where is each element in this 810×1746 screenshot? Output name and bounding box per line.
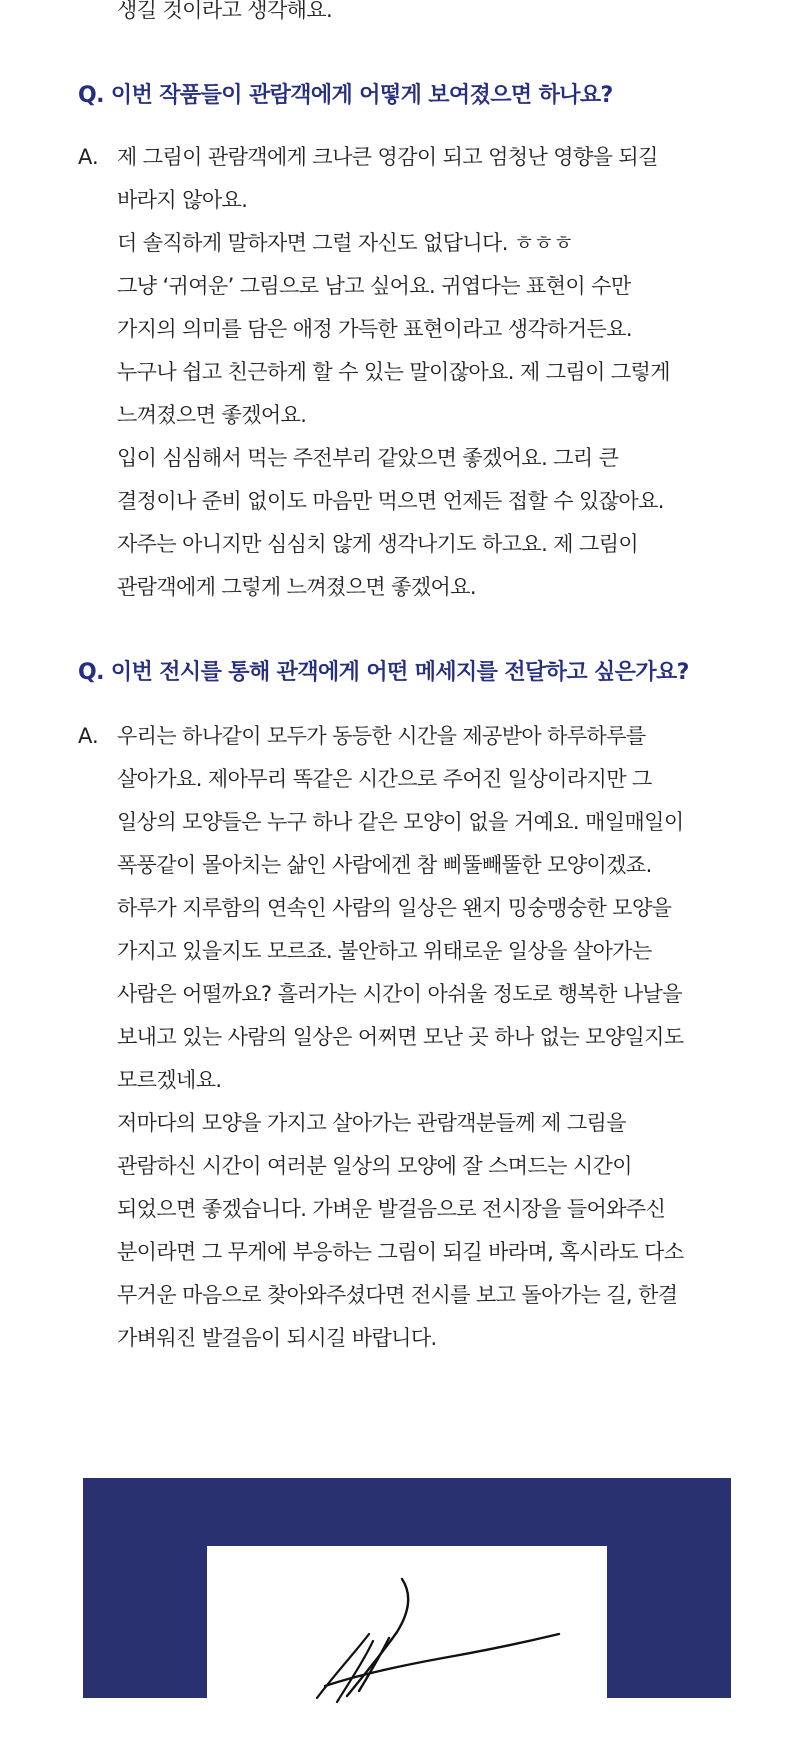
- answer-2-line: 폭풍같이 몰아치는 삶인 사람에겐 참 삐뚤빼뚤한 모양이겠죠.: [117, 853, 652, 877]
- answer-1-line: 더 솔직하게 말하자면 그럴 자신도 없답니다. ㅎㅎㅎ: [117, 231, 573, 255]
- answer-2-line: 관람하신 시간이 여러분 일상의 모양에 잘 스며드는 시간이: [117, 1154, 632, 1178]
- signature-stroke: [359, 1638, 389, 1691]
- answer-2-line: 일상의 모양들은 누구 하나 같은 모양이 없을 거예요. 매일매일이: [117, 810, 684, 834]
- answer-2-line: 가벼워진 발걸음이 되시길 바랍니다.: [117, 1326, 437, 1350]
- previous-answer-tail: 생길 것이라고 생각해요.: [117, 0, 333, 22]
- answer-1-line: 그냥 ‘귀여운’ 그림으로 남고 싶어요. 귀엽다는 표현이 수만: [117, 274, 631, 298]
- answer-2-line: 살아가요. 제아무리 똑같은 시간으로 주어진 일상이라지만 그: [117, 767, 652, 791]
- answer-1-line: 바라지 않아요.: [117, 188, 248, 212]
- answer-1-line: 자주는 아니지만 심심치 않게 생각나기도 하고요. 제 그림이: [117, 532, 639, 556]
- answer-1-line: 결정이나 준비 없이도 마음만 먹으면 언제든 접할 수 있잖아요.: [117, 489, 664, 513]
- answer-1-marker: A.: [78, 145, 99, 169]
- question-2: Q. 이번 전시를 통해 관객에게 어떤 메세지를 전달하고 싶은가요?: [78, 660, 689, 685]
- answer-2-body: [117, 715, 684, 1360]
- question-1: Q. 이번 작품들이 관람객에게 어떻게 보여졌으면 하나요?: [78, 83, 613, 108]
- answer-2-marker: A.: [78, 724, 99, 748]
- signature-stroke: [347, 1579, 408, 1696]
- answer-2-line: 우리는 하나같이 모두가 동등한 시간을 제공받아 하루하루를: [117, 724, 646, 748]
- answer-1-line: 관람객에게 그렇게 느껴졌으면 좋겠어요.: [117, 575, 476, 599]
- answer-1-line: 누구나 쉽고 친근하게 할 수 있는 말이잖아요. 제 그림이 그렇게: [117, 360, 670, 384]
- answer-2-line: 분이라면 그 무게에 부응하는 그림이 되길 바라며, 혹시라도 다소: [117, 1240, 684, 1264]
- signature-stroke: [317, 1634, 373, 1702]
- answer-2-line: 되었으면 좋겠습니다. 가벼운 발걸음으로 전시장을 들어와주신: [117, 1197, 666, 1221]
- answer-1-line: 제 그림이 관람객에게 크나큰 영감이 되고 엄청난 영향을 되길: [117, 145, 658, 169]
- answer-2-line: 보내고 있는 사람의 일상은 어쩌면 모난 곳 하나 없는 모양일지도: [117, 1025, 684, 1049]
- answer-1-body: [117, 136, 670, 609]
- answer-1-line: 가지의 의미를 담은 애정 가득한 표현이라고 생각하거든요.: [117, 317, 632, 341]
- signature-card: [207, 1546, 607, 1746]
- handwritten-signature: [207, 1546, 607, 1746]
- answer-2-line: 무거운 마음으로 찾아와주셨다면 전시를 보고 돌아가는 길, 한결: [117, 1283, 678, 1307]
- answer-2-line: 가지고 있을지도 모르죠. 불안하고 위태로운 일상을 살아가는: [117, 939, 652, 963]
- answer-2-line: 사람은 어떨까요? 흘러가는 시간이 아쉬울 정도로 행복한 나날을: [117, 982, 682, 1006]
- answer-1-line: 입이 심심해서 먹는 주전부리 같았으면 좋겠어요. 그리 큰: [117, 446, 619, 470]
- answer-2-line: 하루가 지루함의 연속인 사람의 일상은 왠지 밍숭맹숭한 모양을: [117, 896, 672, 920]
- signature-panel: [83, 1478, 731, 1698]
- answer-2-line: 저마다의 모양을 가지고 살아가는 관람객분들께 제 그림을: [117, 1111, 626, 1135]
- answer-1-line: 느껴졌으면 좋겠어요.: [117, 403, 307, 427]
- answer-2-line: 모르겠네요.: [117, 1068, 222, 1092]
